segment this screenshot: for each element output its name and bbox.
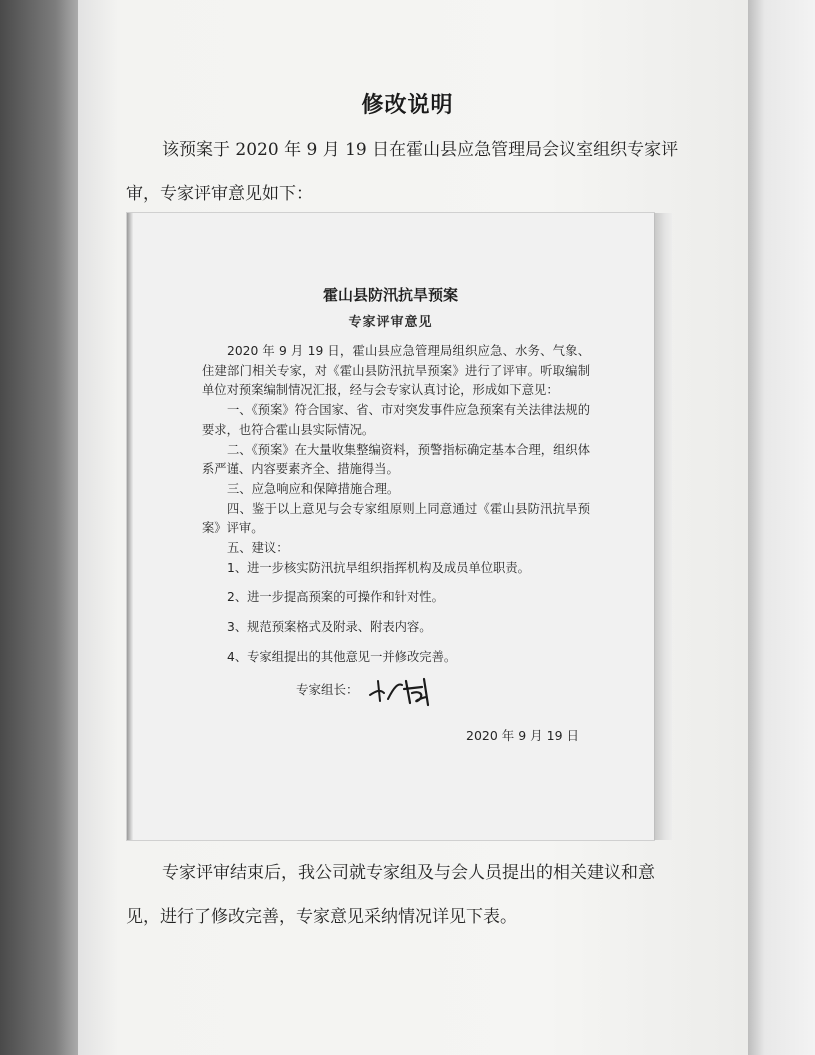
scan-right-edge (748, 0, 815, 1055)
scan-paragraph-intro: 2020 年 9 月 19 日，霍山县应急管理局组织应急、水务、气象、住建部门相关专家，对《霍山县防汛抗旱预案》进行了评审。听取编制单位对预案编制情况汇报，经与会专家认真讨论，形成如下意见： (202, 344, 590, 398)
scan-suggestion-4: 4、专家组提出的其他意见一并修改完善。 (227, 649, 457, 664)
scan-suggestion-2: 2、进一步提高预案的可操作和针对性。 (227, 590, 444, 605)
scan-subtitle: 专家评审意见 (348, 315, 433, 330)
page-title: 修改说明 (361, 92, 454, 118)
intro-line-2: 审，专家评审意见如下： (126, 184, 313, 204)
scan-opinion-3: 三、应急响应和保障措施合理。 (227, 481, 400, 496)
scan-suggestion-1: 1、进一步核实防汛抗旱组织指挥机构及成员单位职责。 (227, 560, 530, 575)
outro-line-2: 见，进行了修改完善，专家意见采纳情况详见下表。 (126, 907, 517, 927)
scan-body (202, 342, 590, 668)
intro-line-1: 该预案于 2020 年 9 月 19 日在霍山县应急管理局会议室组织专家评 (162, 140, 679, 160)
scan-shadow-right (654, 213, 672, 840)
scan-opinion-5: 五、建议： (227, 541, 289, 556)
scan-title: 霍山县防汛抗旱预案 (322, 286, 458, 304)
outro-paragraph (126, 851, 686, 939)
scan-opinion-2: 二、《预案》在大量收集整编资料，预警指标确定基本合理，组织体系严谨、内容要素齐全、措施得当。 (202, 442, 590, 477)
scan-opinion-4: 四、鉴于以上意见与会专家组原则上同意通过《霍山县防汛抗旱预案》评审。 (202, 501, 590, 536)
outro-line-1: 专家评审结束后，我公司就专家组及与会人员提出的相关建议和意 (162, 863, 655, 883)
intro-paragraph (126, 128, 686, 216)
scan-suggestion-3: 3、规范预案格式及附录、附表内容。 (227, 620, 432, 635)
signature-label: 专家组长： (296, 682, 359, 697)
scan-shadow-left (127, 213, 133, 840)
scan-date: 2020 年 9 月 19 日 (466, 728, 580, 743)
handwritten-signature (366, 673, 446, 709)
scan-opinion-1: 一、《预案》符合国家、省、市对突发事件应急预案有关法律法规的要求，也符合霍山县实际情况。 (202, 403, 590, 437)
